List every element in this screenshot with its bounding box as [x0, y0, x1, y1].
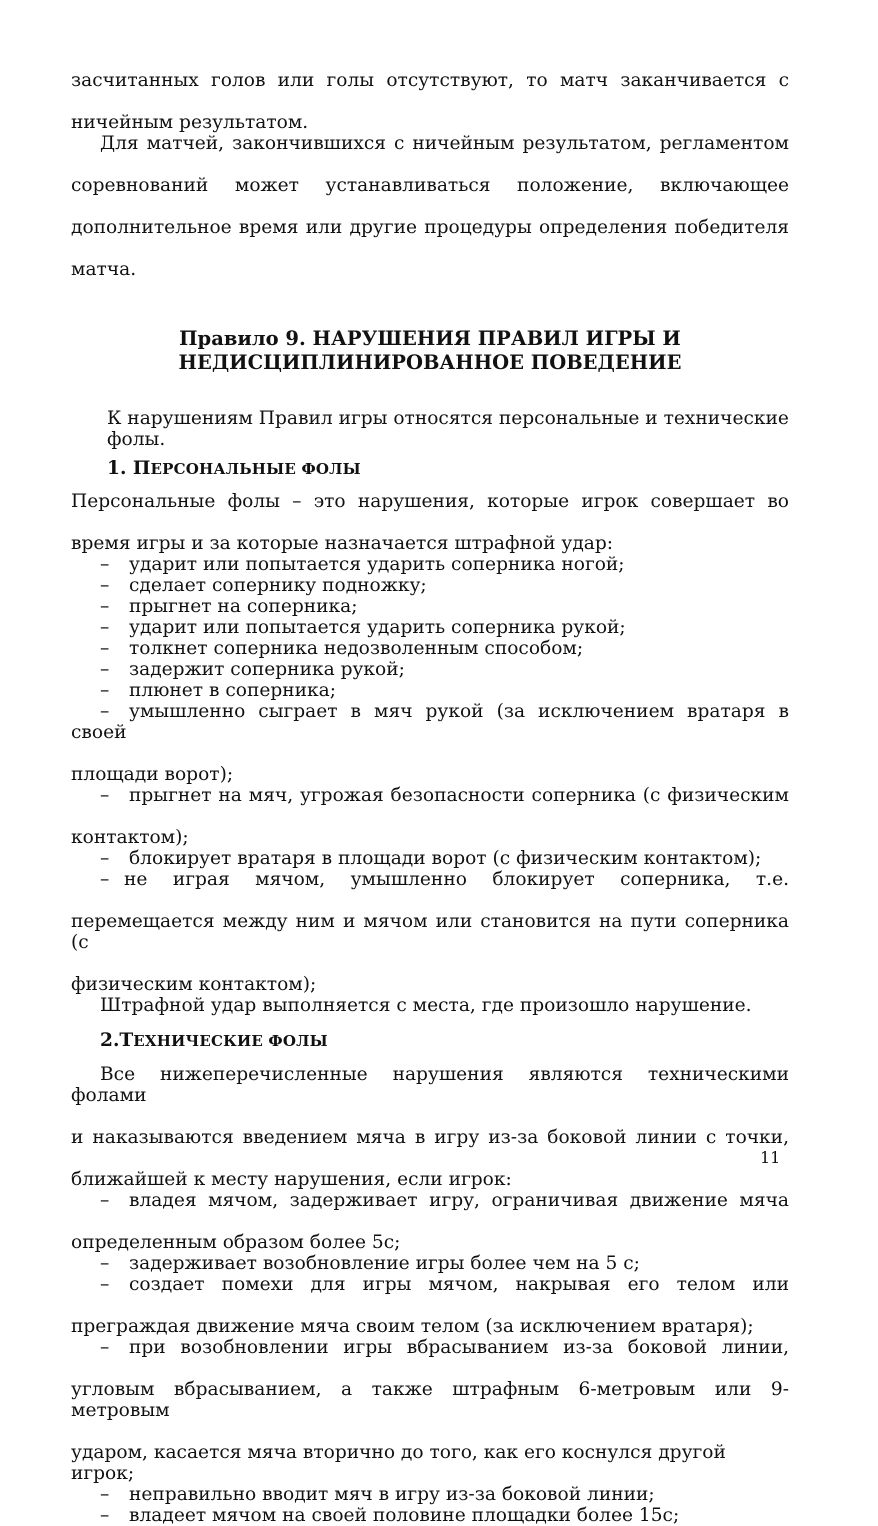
body-line: матча.	[71, 259, 137, 280]
list-item	[71, 680, 789, 701]
list-item-text: создает помехи для игры мячом, накрывая его телом или	[129, 1274, 789, 1295]
body-line: и наказываются введением мяча в игру из-за боковой линии с точки,	[71, 1127, 789, 1148]
page-body	[71, 70, 789, 1526]
body-line: перемещается между ним и мячом или становится на пути соперника (с	[71, 911, 789, 953]
section-heading-personal-fouls	[71, 458, 789, 480]
body-line: контактом);	[71, 827, 189, 848]
section-number: 1.	[107, 458, 133, 479]
list-item	[71, 1484, 789, 1505]
list-item-text: прыгнет на соперника;	[129, 596, 358, 617]
body-line: определенным образом более 5с;	[71, 1232, 401, 1253]
dash-marker: –	[100, 680, 110, 701]
body-line: физическим контактом);	[71, 974, 317, 995]
list-item	[71, 1505, 789, 1526]
list-item	[71, 785, 789, 827]
dash-marker: –	[100, 575, 110, 596]
dash-marker: –	[100, 596, 110, 617]
list-item-text: не играя мячом, умышленно блокирует соперника, т.е.	[124, 869, 789, 890]
rule-title	[71, 327, 789, 375]
list-item	[71, 554, 789, 575]
dash-marker: –	[100, 869, 110, 890]
dash-marker: –	[100, 638, 110, 659]
list-item	[71, 701, 789, 764]
section-heading-cap: Т	[119, 1030, 134, 1051]
body-line: ближайшей к месту нарушения, если игрок:	[71, 1169, 512, 1190]
body-line: Для матчей, закончившихся с ничейным результатом, регламентом	[100, 133, 789, 154]
dash-marker: –	[100, 1274, 110, 1295]
body-line: площади ворот);	[71, 764, 234, 785]
section-number: 2.	[100, 1030, 120, 1051]
list-item-text: толкнет соперника недозволенным способом;	[129, 638, 584, 659]
section-heading-technical-fouls	[71, 1030, 789, 1052]
section-heading-rest: ЕРСОНАЛЬНЫЕ ФОЛЫ	[150, 460, 361, 478]
body-line: Персональные фолы – это нарушения, которые игрок совершает во	[71, 491, 789, 512]
section-closing: Штрафной удар выполняется с места, где произошло нарушение.	[100, 995, 752, 1016]
body-line: ничейным результатом.	[71, 112, 309, 133]
list-item	[71, 1190, 789, 1232]
rule-title-line: НЕДИСЦИПЛИНИРОВАННОЕ ПОВЕДЕНИЕ	[178, 351, 682, 374]
dash-marker: –	[100, 785, 110, 806]
body-line: угловым вбрасыванием, а также штрафным 6-метровым или 9-метровым	[71, 1379, 789, 1421]
section-heading-cap: П	[132, 458, 151, 479]
list-item-text: при возобновлении игры вбрасыванием из-за боковой линии,	[129, 1337, 789, 1358]
list-item-text: прыгнет на мяч, угрожая безопасности соперника (с физическим	[129, 785, 789, 806]
dash-marker: –	[100, 554, 110, 575]
list-item-text: владея мячом, задерживает игру, ограничивая движение мяча	[129, 1190, 789, 1211]
page-number: 11	[760, 1148, 781, 1167]
dash-marker: –	[100, 1253, 110, 1274]
list-item	[71, 848, 789, 869]
list-item	[71, 596, 789, 617]
dash-marker: –	[100, 1337, 110, 1358]
dash-marker: –	[100, 617, 110, 638]
body-line: ударом, касается мяча вторично до того, как его коснулся другой игрок;	[71, 1442, 726, 1484]
dash-marker: –	[100, 1505, 110, 1526]
list-item	[71, 659, 789, 680]
body-line: засчитанных голов или голы отсутствуют, то матч заканчивается с	[71, 70, 789, 91]
rule-intro: К нарушениям Правил игры относятся персональные и технические фолы.	[107, 408, 789, 450]
dash-marker: –	[100, 848, 110, 869]
body-line: преграждая движение мяча своим телом (за исключением вратаря);	[71, 1316, 754, 1337]
list-item	[71, 575, 789, 596]
list-item-text: ударит или попытается ударить соперника ногой;	[129, 554, 625, 575]
list-item-text: умышленно сыграет в мяч рукой (за исключением вратаря в своей	[71, 701, 789, 743]
dash-marker: –	[100, 1190, 110, 1211]
list-item	[71, 869, 789, 911]
list-item	[71, 617, 789, 638]
list-item-text: задерживает возобновление игры более чем на 5 с;	[129, 1253, 640, 1274]
dash-marker: –	[100, 659, 110, 680]
dash-marker: –	[100, 701, 110, 722]
list-item-text: ударит или попытается ударить соперника рукой;	[129, 617, 626, 638]
list-item	[71, 638, 789, 659]
list-item-text: сделает сопернику подножку;	[129, 575, 427, 596]
rule-title-line: Правило 9. НАРУШЕНИЯ ПРАВИЛ ИГРЫ И	[179, 327, 681, 350]
list-item-text: владеет мячом на своей половине площадки более 15с;	[129, 1505, 680, 1526]
dash-marker: –	[100, 1484, 110, 1505]
list-item-text: задержит соперника рукой;	[129, 659, 405, 680]
list-item	[71, 1274, 789, 1316]
list-item-text: плюнет в соперника;	[129, 680, 337, 701]
body-line: дополнительное время или другие процедуры определения победителя	[71, 217, 789, 238]
body-line: Все нижеперечисленные нарушения являются техническими фолами	[71, 1064, 789, 1106]
body-line: время игры и за которые назначается штрафной удар:	[71, 533, 614, 554]
list-item	[71, 1337, 789, 1379]
body-line: соревнований может устанавливаться положение, включающее	[71, 175, 789, 196]
list-item-text: неправильно вводит мяч в игру из-за боковой линии;	[129, 1484, 655, 1505]
list-item-text: блокирует вратаря в площади ворот (с физическим контактом);	[129, 848, 762, 869]
section-heading-rest: ЕХНИЧЕСКИЕ ФОЛЫ	[133, 1032, 328, 1050]
list-item	[71, 1253, 789, 1274]
